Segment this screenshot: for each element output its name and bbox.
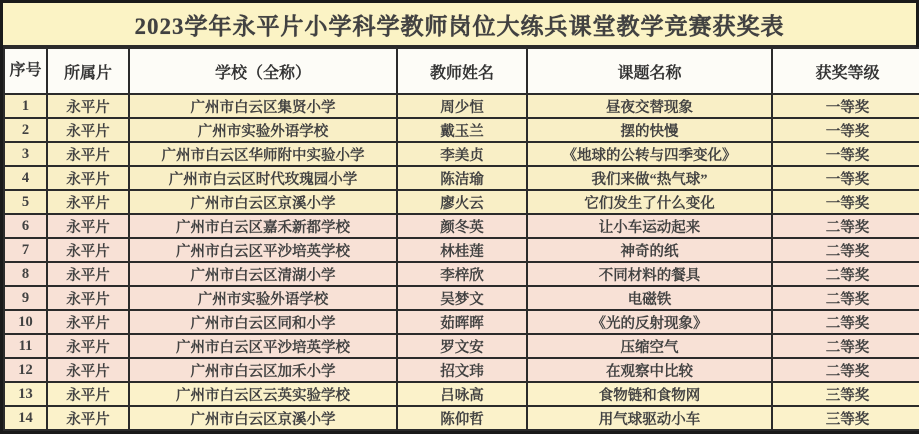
topic-cell: 食物链和食物网 — [527, 382, 772, 406]
school-cell: 广州市白云区京溪小学 — [129, 406, 397, 430]
award-level-cell: 二等奖 — [772, 286, 919, 310]
award-level-cell: 一等奖 — [772, 190, 919, 214]
row-number-cell: 3 — [4, 142, 47, 166]
table-row — [4, 142, 919, 166]
row-number-cell: 14 — [4, 406, 47, 430]
row-number-cell: 5 — [4, 190, 47, 214]
topic-cell: 它们发生了什么变化 — [527, 190, 772, 214]
column-header-school: 学校（全称） — [129, 48, 397, 94]
school-cell: 广州市白云区集贤小学 — [129, 94, 397, 118]
table-row — [4, 262, 919, 286]
table-row — [4, 94, 919, 118]
area-cell: 永平片 — [47, 406, 129, 430]
award-level-cell: 一等奖 — [772, 142, 919, 166]
topic-cell: 在观察中比较 — [527, 358, 772, 382]
table-body — [4, 94, 919, 430]
table-row — [4, 190, 919, 214]
column-header-no: 序号 — [4, 48, 47, 94]
table-row — [4, 166, 919, 190]
school-cell: 广州市实验外语学校 — [129, 118, 397, 142]
row-number-cell: 7 — [4, 238, 47, 262]
area-cell: 永平片 — [47, 118, 129, 142]
table-row — [4, 286, 919, 310]
topic-cell: 让小车运动起来 — [527, 214, 772, 238]
school-cell: 广州市白云区同和小学 — [129, 310, 397, 334]
teacher-name-cell: 茹晖晖 — [397, 310, 527, 334]
topic-cell: 《光的反射现象》 — [527, 310, 772, 334]
row-number-cell: 1 — [4, 94, 47, 118]
teacher-name-cell: 招文玮 — [397, 358, 527, 382]
title-bar — [3, 3, 916, 47]
award-level-cell: 三等奖 — [772, 382, 919, 406]
topic-cell: 摆的快慢 — [527, 118, 772, 142]
teacher-name-cell: 李美贞 — [397, 142, 527, 166]
award-level-cell: 二等奖 — [772, 238, 919, 262]
topic-cell: 神奇的纸 — [527, 238, 772, 262]
table-row — [4, 382, 919, 406]
award-level-cell: 二等奖 — [772, 214, 919, 238]
area-cell: 永平片 — [47, 310, 129, 334]
column-header-teacher: 教师姓名 — [397, 48, 527, 94]
table-row — [4, 238, 919, 262]
table-row — [4, 406, 919, 430]
teacher-name-cell: 颜冬英 — [397, 214, 527, 238]
area-cell: 永平片 — [47, 94, 129, 118]
column-header-topic: 课题名称 — [527, 48, 772, 94]
award-level-cell: 二等奖 — [772, 334, 919, 358]
award-level-cell: 二等奖 — [772, 310, 919, 334]
teacher-name-cell: 陈仰哲 — [397, 406, 527, 430]
school-cell: 广州市白云区加禾小学 — [129, 358, 397, 382]
school-cell: 广州市白云区云英实验学校 — [129, 382, 397, 406]
row-number-cell: 10 — [4, 310, 47, 334]
school-cell: 广州市白云区平沙培英学校 — [129, 238, 397, 262]
area-cell: 永平片 — [47, 286, 129, 310]
topic-cell: 昼夜交替现象 — [527, 94, 772, 118]
topic-cell: 《地球的公转与四季变化》 — [527, 142, 772, 166]
award-level-cell: 二等奖 — [772, 262, 919, 286]
table-header-row — [4, 48, 919, 94]
area-cell: 永平片 — [47, 214, 129, 238]
school-cell: 广州市白云区华师附中实验小学 — [129, 142, 397, 166]
table-row — [4, 334, 919, 358]
table-row — [4, 358, 919, 382]
school-cell: 广州市白云区京溪小学 — [129, 190, 397, 214]
topic-cell: 压缩空气 — [527, 334, 772, 358]
page-title: 2023学年永平片小学科学教师岗位大练兵课堂教学竞赛获奖表 — [134, 13, 785, 39]
column-header-area: 所属片 — [47, 48, 129, 94]
topic-cell: 不同材料的餐具 — [527, 262, 772, 286]
row-number-cell: 12 — [4, 358, 47, 382]
table-row — [4, 310, 919, 334]
area-cell: 永平片 — [47, 334, 129, 358]
teacher-name-cell: 李梓欣 — [397, 262, 527, 286]
teacher-name-cell: 吕咏高 — [397, 382, 527, 406]
area-cell: 永平片 — [47, 358, 129, 382]
school-cell: 广州市白云区平沙培英学校 — [129, 334, 397, 358]
area-cell: 永平片 — [47, 190, 129, 214]
teacher-name-cell: 廖火云 — [397, 190, 527, 214]
school-cell: 广州市白云区清湖小学 — [129, 262, 397, 286]
school-cell: 广州市白云区时代玫瑰园小学 — [129, 166, 397, 190]
school-cell: 广州市实验外语学校 — [129, 286, 397, 310]
award-level-cell: 三等奖 — [772, 406, 919, 430]
topic-cell: 我们来做“热气球” — [527, 166, 772, 190]
award-table — [3, 47, 919, 431]
teacher-name-cell: 陈洁瑜 — [397, 166, 527, 190]
row-number-cell: 9 — [4, 286, 47, 310]
award-level-cell: 一等奖 — [772, 166, 919, 190]
school-cell: 广州市白云区嘉禾新都学校 — [129, 214, 397, 238]
teacher-name-cell: 吴梦文 — [397, 286, 527, 310]
topic-cell: 用气球驱动小车 — [527, 406, 772, 430]
teacher-name-cell: 罗文安 — [397, 334, 527, 358]
column-header-award: 获奖等级 — [772, 48, 919, 94]
award-level-cell: 二等奖 — [772, 358, 919, 382]
topic-cell: 电磁铁 — [527, 286, 772, 310]
area-cell: 永平片 — [47, 382, 129, 406]
area-cell: 永平片 — [47, 262, 129, 286]
teacher-name-cell: 林桂莲 — [397, 238, 527, 262]
table-row — [4, 118, 919, 142]
award-level-cell: 一等奖 — [772, 118, 919, 142]
area-cell: 永平片 — [47, 238, 129, 262]
row-number-cell: 8 — [4, 262, 47, 286]
area-cell: 永平片 — [47, 142, 129, 166]
teacher-name-cell: 周少恒 — [397, 94, 527, 118]
row-number-cell: 4 — [4, 166, 47, 190]
teacher-name-cell: 戴玉兰 — [397, 118, 527, 142]
table-row — [4, 214, 919, 238]
row-number-cell: 11 — [4, 334, 47, 358]
row-number-cell: 2 — [4, 118, 47, 142]
area-cell: 永平片 — [47, 166, 129, 190]
row-number-cell: 13 — [4, 382, 47, 406]
row-number-cell: 6 — [4, 214, 47, 238]
award-level-cell: 一等奖 — [772, 94, 919, 118]
